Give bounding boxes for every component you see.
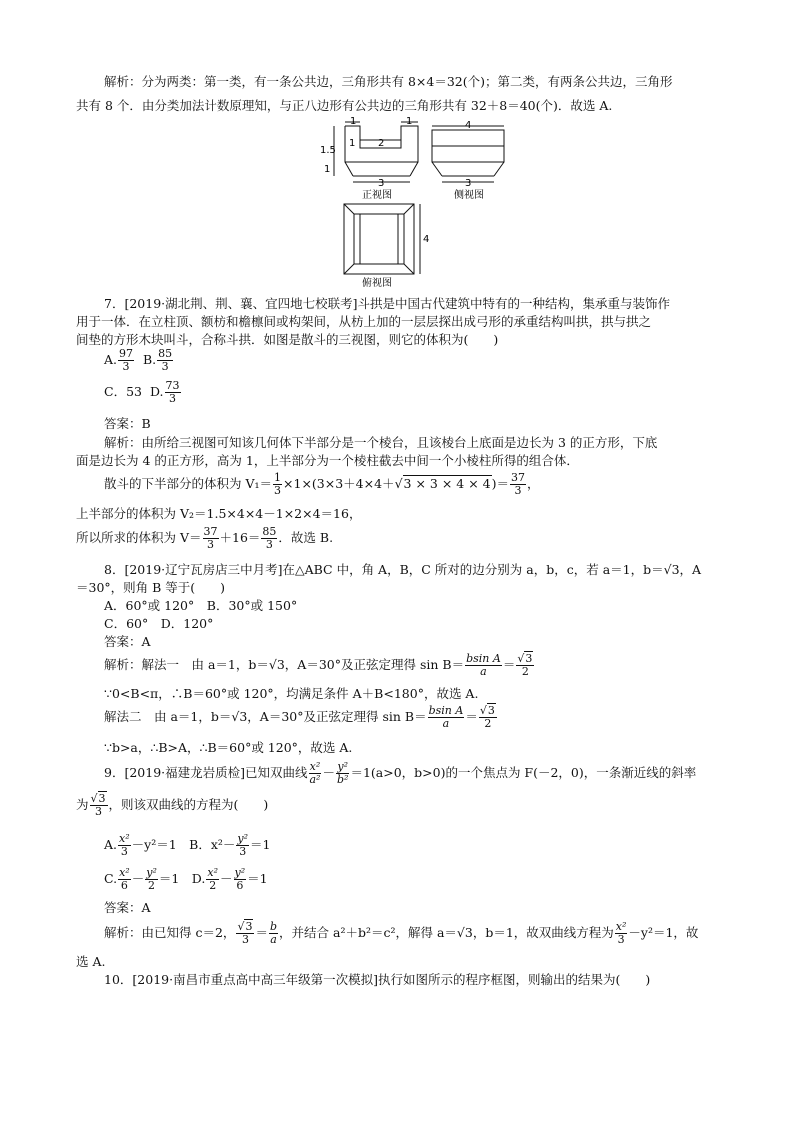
- q7-total-middle: ＋16＝: [219, 530, 261, 545]
- q7-v1-result: [510, 472, 526, 497]
- dim-1-height: 1: [324, 164, 331, 175]
- q9-y-num: y²: [337, 760, 349, 773]
- q7-option-c: C．53: [104, 384, 142, 399]
- q7-solution-line2: 面是边长为 4 的正方形，高为 1，上半部分为一个棱柱截去中间一个小棱柱所得的组合体．: [76, 453, 579, 468]
- q8-method1-prefix: 解析：解法一 由 a＝1，b＝√3，A＝30°及正弦定理得 sin B＝: [104, 657, 465, 672]
- dim-1-top-right: 1: [406, 116, 413, 127]
- q9-slope-radicand: 3: [98, 792, 106, 805]
- q7-stem-line1: 7．[2019·湖北荆、荆、襄、宜四地七校联考]斗拱是中国古代建筑中特有的一种结构，集承重与装饰作: [104, 296, 670, 311]
- q9-options-ab: [104, 832, 271, 858]
- q7-v1-third-num: 1: [274, 471, 282, 484]
- front-view-label: 正视图: [362, 190, 392, 201]
- q9-solution-suffix: －y²＝1，故: [628, 925, 699, 940]
- q7-total-prefix: 所以所求的体积为 V＝: [76, 530, 202, 545]
- q7-v1-third-den: 3: [274, 484, 282, 497]
- top-view: [344, 204, 420, 274]
- q9-y-fraction: [336, 761, 349, 786]
- q9-slope-den: 3: [95, 805, 103, 818]
- q9-option-a-frac: [118, 833, 131, 858]
- q8-method1-result-den: 2: [521, 665, 529, 678]
- q9-stem-line2: [76, 792, 268, 818]
- q9-solution-frac3-num: x²: [615, 920, 627, 933]
- q9-option-b-frac: [236, 833, 249, 858]
- q7-total-volume: [76, 526, 333, 551]
- q7-v1-formula: 散斗的下半部分的体积为 V₁＝ $\frac{1}{3}$ ×1×(3×3＋4×4＋√3 × 3 × 4 × 4)＝ $\frac{37}{3}$ ，: [104, 471, 540, 497]
- q9-option-d-frac2: [234, 867, 247, 892]
- dim-4-top: 4: [423, 234, 430, 245]
- dim-4-side: 4: [465, 120, 472, 131]
- dim-3-side: 3: [465, 178, 472, 189]
- q9-solution-prefix: 解析：由已知得 c＝2，: [104, 925, 236, 940]
- q9-option-a-tail: －y²＝1 B．x²－: [131, 837, 236, 852]
- top-view-label: 俯视图: [362, 278, 392, 289]
- q9-x-fraction: [309, 761, 322, 786]
- q7-total-frac1-den: 3: [207, 538, 215, 551]
- q7-option-d-fraction: [165, 380, 181, 405]
- q7-total-frac2: [261, 526, 277, 551]
- q8-method1-result: $\frac{√3}{2}$: [517, 652, 533, 678]
- q7-option-d-label: D.: [149, 384, 164, 399]
- q7-option-b-den: 3: [161, 360, 169, 373]
- q8-method1-line2: ∵0<B<π，∴B＝60°或 120°，均满足条件 A＋B<180°，故选 A.: [104, 686, 479, 701]
- q10-stem: 10．[2019·南昌市重点高中高三年级第一次模拟]执行如图所示的程序框图，则输出的结果为( ): [104, 972, 651, 987]
- front-view: [334, 122, 418, 182]
- dim-1-inner: 1: [349, 138, 356, 149]
- q9-option-b-num: y²: [237, 832, 249, 845]
- q8-method1-radicand: 3: [525, 652, 533, 665]
- q9-option-c-label: C.: [104, 871, 118, 886]
- q8-method1-frac: [465, 653, 502, 678]
- q8-stem-line2: ＝30°，则角 B 等于( ): [76, 580, 226, 595]
- q9-solution-line2: 选 A.: [76, 954, 106, 969]
- q7-option-b-label: B.: [142, 352, 157, 367]
- q8-method2-frac-num: bsin A: [428, 704, 464, 717]
- q7-option-a-num: 97: [119, 347, 134, 360]
- q9-option-c-den2: 2: [148, 879, 156, 892]
- q7-total-frac1: [203, 526, 219, 551]
- q9-option-d-tail: ＝1: [247, 871, 268, 886]
- q7-total-frac2-den: 3: [265, 538, 273, 551]
- q9-line2-prefix: 为: [76, 797, 89, 812]
- q9-option-d-num2: y²: [234, 866, 246, 879]
- q9-option-c-num1: x²: [119, 866, 130, 879]
- q7-v1-result-den: 3: [514, 484, 522, 497]
- q7-v1-prefix: 散斗的下半部分的体积为 V₁＝: [104, 476, 273, 491]
- q8-stem-line1: 8．[2019·辽宁瓦房店三中月考]在△ABC 中，角 A，B，C 所对的边分别为 a，b，c，若 a＝1，b＝√3，A: [104, 562, 702, 577]
- q9-option-c-minus: －: [131, 871, 145, 886]
- q9-option-a-num: x²: [119, 832, 130, 845]
- dim-1-5-height: 1.5: [320, 145, 336, 156]
- q9-options-cd: [104, 866, 268, 892]
- q9-minus: －: [322, 765, 335, 780]
- q7-v1-middle: ×1×(3×3＋4×4＋: [283, 476, 395, 491]
- q8-method2-line2: ∵b>a，∴B>A，∴B＝60°或 120°，故选 A.: [104, 740, 353, 755]
- dim-3-front: 3: [378, 178, 385, 189]
- q9-option-a-den: 3: [120, 845, 128, 858]
- q7-stem-line3: 间垫的方形木块叫斗，合称斗拱．如图是散斗的三视图，则它的体积为( ): [76, 332, 499, 347]
- q7-option-d-den: 3: [169, 392, 176, 405]
- three-view-figure-main: [320, 114, 484, 289]
- q7-v1-equals: )＝: [491, 476, 509, 491]
- q9-solution-middle: ，并结合 a²＋b²＝c²，解得 a＝√3，b＝1，故双曲线方程为: [279, 925, 614, 940]
- q9-answer: 答案：A: [104, 900, 151, 915]
- q9-solution-frac1-den: 3: [241, 933, 249, 946]
- dim-2-inner: 2: [378, 138, 385, 149]
- q9-suffix: ＝1(a>0，b>0)的一个焦点为 F(－2，0)，一条渐近线的斜率: [350, 765, 697, 780]
- q8-method2-frac: [428, 705, 465, 730]
- q7-option-b-fraction: [157, 348, 173, 373]
- dim-1-top-left: 1: [350, 116, 357, 127]
- q9-option-c-num2: y²: [146, 866, 157, 879]
- q8-options-ab: A．60°或 120° B．30°或 150°: [104, 598, 298, 613]
- q9-option-d-minus: －: [220, 871, 233, 886]
- q7-total-frac1-num: 37: [203, 525, 218, 538]
- q7-total-frac2-num: 85: [262, 525, 277, 538]
- q9-line2-suffix: ，则该双曲线的方程为( ): [108, 797, 269, 812]
- q7-option-d-num: 73: [165, 379, 180, 392]
- q8-method2: [104, 704, 498, 730]
- q7-solution-line1: 解析：由所给三视图可知该几何体下半部分是一个棱台，且该棱台上底面是边长为 3 的正方形，下底: [104, 435, 658, 450]
- q9-option-d-den2: 6: [236, 879, 244, 892]
- q9-x-den: a²: [309, 773, 321, 786]
- q9-option-d-frac1: [206, 867, 219, 892]
- q7-option-b-num: 85: [158, 347, 173, 360]
- q9-option-c-den1: 6: [120, 879, 128, 892]
- q9-solution-frac3: [615, 921, 628, 946]
- q9-prefix: 9．[2019·福建龙岩质检]已知双曲线: [104, 765, 308, 780]
- q9-stem-line1: [104, 760, 696, 786]
- analysis6-line2: 共有 8 个．由分类加法计数原理知，与正八边形有公共边的三角形共有 32＋8＝40(个)．故选 A.: [76, 98, 613, 113]
- q9-option-b-tail: ＝1: [250, 837, 271, 852]
- q7-answer: 答案：B: [104, 416, 151, 431]
- q9-solution-frac2-num: b: [269, 920, 278, 933]
- analysis6-line1: 解析：分为两类：第一类，有一条公共边，三角形共有 8×4＝32(个)；第二类，有两条公共边，三角形: [104, 74, 673, 89]
- q8-method1-eq: ＝: [502, 657, 516, 672]
- q9-solution-frac3-den: 3: [617, 933, 625, 946]
- q7-option-a-den: 3: [122, 360, 130, 373]
- q8-method2-eq: ＝: [465, 709, 478, 724]
- q9-solution-frac2-den: a: [270, 933, 277, 946]
- q9-y-den: b²: [336, 773, 349, 786]
- q9-solution-frac2: [269, 921, 278, 946]
- q9-solution-frac1: $\frac{√3}{3}$: [237, 920, 253, 946]
- q7-options-cd: [104, 380, 182, 405]
- side-view-label: 侧视图: [454, 190, 484, 201]
- q7-v1-radicand: 3 × 3 × 4 × 4: [403, 476, 491, 491]
- q7-stem-line2: 用于一体．在立柱顶、额枋和檐檩间或构架间，从枋上加的一层层探出成弓形的承重结构叫拱，拱与拱之: [76, 314, 652, 329]
- q9-slope: $\frac{√3}{3}$: [90, 792, 106, 818]
- q7-total-suffix: ．故选 B.: [278, 530, 334, 545]
- q7-v1-result-num: 37: [511, 471, 525, 484]
- q9-option-a-label: A.: [104, 837, 118, 852]
- q7-v2-line: 上半部分的体积为 V₂＝1.5×4×4－1×2×4＝16，: [76, 506, 362, 521]
- q8-method2-result: $\frac{√3}{2}$: [479, 704, 495, 730]
- q8-method2-prefix: 解法二 由 a＝1，b＝√3，A＝30°及正弦定理得 sin B＝: [104, 709, 427, 724]
- q9-option-c-frac1: [118, 867, 131, 892]
- q8-method1-frac-num: bsin A: [466, 652, 501, 665]
- q8-method2-result-den: 2: [484, 717, 492, 730]
- q8-options-cd: C．60° D．120°: [104, 616, 214, 631]
- q8-method1-frac-den: a: [480, 665, 487, 678]
- q9-option-d-den1: 2: [209, 879, 217, 892]
- q9-option-c-frac2: [145, 867, 158, 892]
- q7-options-ab: [104, 348, 174, 373]
- q9-solution-line1: 解析：由已知得 c＝2， $\frac{√3}{3}$ ＝ $\frac{b}{a}$ ，并结合 a²＋b²＝c²，解得 a＝√3，b＝1，故双曲线方程为 $\frac{\text{x²}}{3}$ －y²＝1，故: [104, 920, 699, 946]
- q8-answer: 答案：A: [104, 634, 151, 649]
- q7-option-a-fraction: [118, 348, 134, 373]
- q9-option-b-den: 3: [239, 845, 247, 858]
- side-view: [432, 126, 504, 182]
- q9-x-num: x²: [309, 760, 321, 773]
- q9-option-d-num1: x²: [207, 866, 218, 879]
- q9-solution-radicand: 3: [245, 920, 253, 933]
- q7-option-a-label: A.: [104, 352, 118, 367]
- q8-method2-radicand: 3: [487, 704, 495, 717]
- q9-option-d-label: ＝1 D.: [158, 871, 206, 886]
- q8-method2-frac-den: a: [442, 717, 450, 730]
- q8-method1: [104, 652, 535, 678]
- q7-v1-third: [273, 472, 282, 497]
